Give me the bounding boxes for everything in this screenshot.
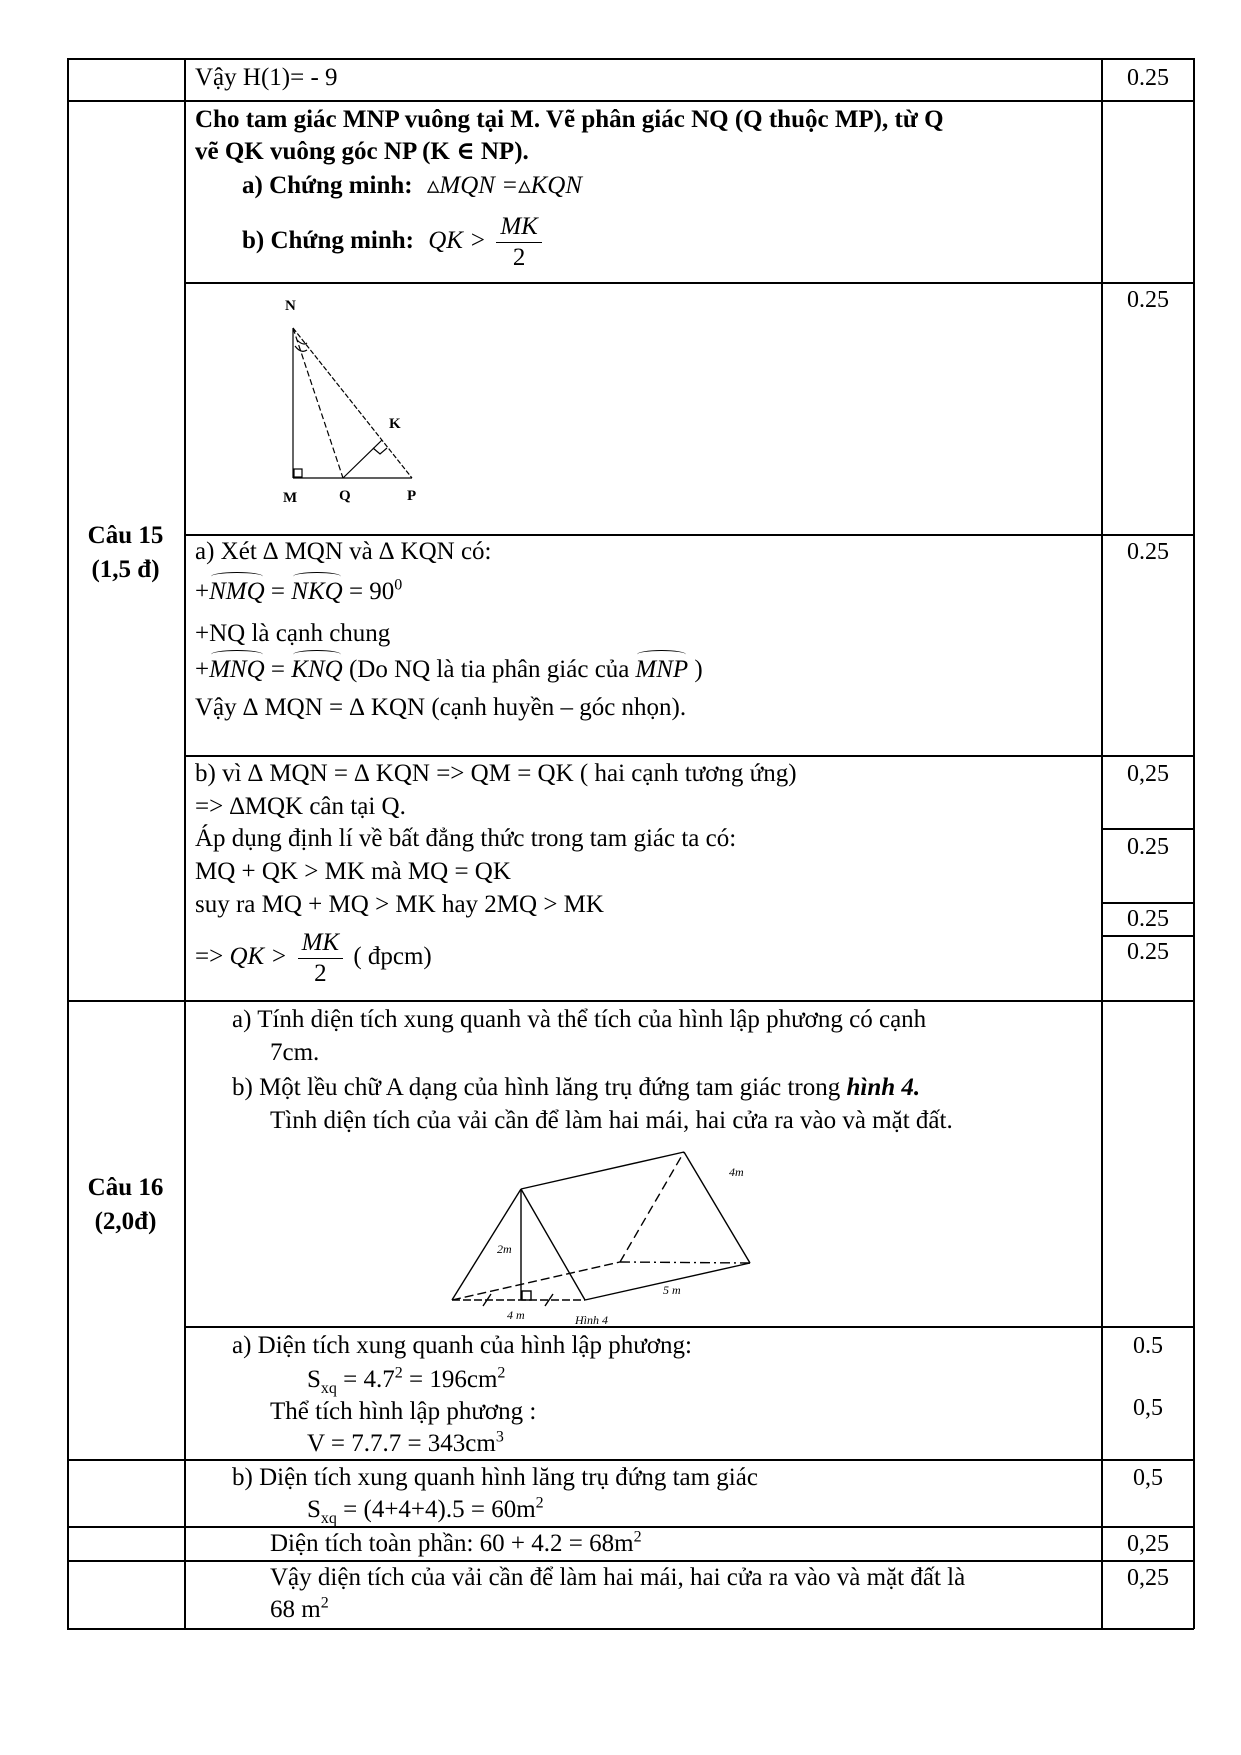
problem-a: 7cm. <box>270 1039 320 1066</box>
question-points: (2,0đ) <box>94 1208 157 1235</box>
plus-sign: + <box>195 578 210 605</box>
degree: 0 <box>394 576 403 594</box>
solution-a-bisector <box>195 654 703 686</box>
rule <box>67 1000 1194 1002</box>
equals: = 90 <box>342 578 395 605</box>
score: 0.25 <box>1127 539 1169 565</box>
score: 0.25 <box>1127 287 1169 313</box>
rule <box>1101 828 1194 830</box>
reason: (Do NQ là tia phân giác của <box>342 656 630 683</box>
formula: Diện tích toàn phần: 60 + 4.2 = 68m <box>270 1530 634 1557</box>
formula: = 196cm <box>402 1366 498 1393</box>
fraction <box>298 928 344 989</box>
volume-formula <box>307 1428 504 1460</box>
denominator: 2 <box>314 960 327 987</box>
length-label: 5 m <box>663 1283 681 1297</box>
problem-statement: vẽ QK vuông góc NP (K ∈ NP). <box>195 138 529 165</box>
base-label: 4 m <box>507 1308 525 1322</box>
solution-a-common-side: +NQ là cạnh chung <box>195 620 391 647</box>
tent-prism-figure <box>447 1146 867 1326</box>
paren: ) <box>688 656 703 683</box>
plus-sign: + <box>195 656 210 683</box>
figure-label-k: K <box>389 416 401 432</box>
score: 0,5 <box>1133 1395 1163 1421</box>
score: 0.25 <box>1127 65 1169 91</box>
formula: = (4+4+4).5 = 60m <box>336 1496 536 1523</box>
solution-a-angle-equality <box>195 576 402 608</box>
math-expression: QK > <box>428 227 487 255</box>
score: 0.25 <box>1127 834 1169 860</box>
prism-lateral-formula <box>307 1494 544 1526</box>
score: 0.25 <box>1127 939 1169 965</box>
superscript: 2 <box>497 1364 506 1382</box>
h1-result: Vậy H(1)= - 9 <box>195 64 338 91</box>
figure-label-q: Q <box>339 488 351 504</box>
figure-label-n: N <box>285 298 296 314</box>
rule <box>67 58 1194 60</box>
superscript: 2 <box>535 1494 544 1512</box>
rule <box>184 1326 1194 1328</box>
question-points: (1,5 đ) <box>91 556 160 583</box>
figure-caption: Hình 4 <box>575 1313 608 1326</box>
problem-b <box>232 1072 920 1104</box>
superscript: 2 <box>320 1594 329 1612</box>
total-area <box>270 1528 642 1560</box>
implies: => <box>195 943 230 971</box>
rule <box>67 58 69 1629</box>
rule <box>1193 58 1195 1629</box>
angle: KNQ <box>291 654 342 686</box>
problem-b: Tình diện tích của vải cần để làm hai mái, hai cửa ra vào và mặt đất. <box>270 1107 953 1134</box>
part-b-prompt <box>242 212 546 273</box>
rule <box>67 1459 1194 1461</box>
angle: NMQ <box>209 576 265 608</box>
numerator: MK <box>298 928 344 959</box>
symbol: S <box>307 1496 321 1523</box>
formula: V = 7.7.7 = 343cm <box>307 1430 496 1457</box>
figure-label-p: P <box>407 488 417 504</box>
final-answer-value <box>270 1594 329 1626</box>
score: 0,5 <box>1133 1465 1163 1491</box>
subscript: xq <box>320 1380 337 1397</box>
score: 0,25 <box>1127 1531 1169 1557</box>
equals: = <box>264 578 292 605</box>
score: 0,25 <box>1127 1565 1169 1591</box>
solution-a-line: a) Diện tích xung quanh của hình lập phương: <box>232 1332 692 1359</box>
rule <box>184 755 1194 757</box>
part-label: b) Chứng minh: <box>242 227 414 255</box>
solution-b-line: => ∆MQK cân tại Q. <box>195 793 406 820</box>
solution-a-intro: a) Xét ∆ MQN và ∆ KQN có: <box>195 538 492 565</box>
solution-b-line: suy ra MQ + MQ > MK hay 2MQ > MK <box>195 891 604 918</box>
rule <box>184 58 186 1629</box>
superscript: 2 <box>633 1528 642 1546</box>
figure-label-m: M <box>283 490 298 506</box>
formula: = 4.7 <box>336 1366 395 1393</box>
angle: MNP <box>635 654 688 686</box>
subscript: xq <box>320 1510 337 1527</box>
solution-b-line: b) Diện tích xung quanh hình lăng trụ đứng tam giác <box>232 1464 758 1491</box>
final-answer: Vậy diện tích của vải cần để làm hai mái, hai cửa ra vào và mặt đất là <box>270 1564 966 1591</box>
score: 0,25 <box>1127 761 1169 787</box>
value: 68 m <box>270 1596 321 1623</box>
solution-b-line: MQ + QK > MK mà MQ = QK <box>195 858 511 885</box>
solution-a-line: Thể tích hình lập phương : <box>270 1398 537 1425</box>
height-label: 2m <box>497 1242 512 1256</box>
triangle-figure <box>247 288 507 528</box>
problem-a: a) Tính diện tích xung quanh và thể tích của hình lập phương có cạnh <box>232 1006 927 1033</box>
figure-reference: hình 4. <box>846 1074 921 1101</box>
angle: MNQ <box>209 654 265 686</box>
superscript: 3 <box>495 1428 504 1446</box>
fraction <box>496 212 542 273</box>
solution-a-conclusion: Vậy ∆ MQN = ∆ KQN (cạnh huyền – góc nhọn). <box>195 694 687 721</box>
part-a-prompt <box>242 170 582 202</box>
rule <box>67 1628 1194 1630</box>
question-label: Câu 16 <box>87 1174 164 1201</box>
numerator: MK <box>496 212 542 243</box>
qed: ( đpcm) <box>347 943 432 971</box>
score: 0.5 <box>1133 1333 1163 1359</box>
symbol: S <box>307 1366 321 1393</box>
lateral-area-formula <box>307 1364 505 1396</box>
solution-b-conclusion <box>195 928 432 989</box>
angle: NKQ <box>291 576 342 608</box>
question-label: Câu 15 <box>87 522 164 549</box>
problem-text: b) Một lều chữ A dạng của hình lăng trụ đứng tam giác trong <box>232 1074 847 1101</box>
score: 0.25 <box>1127 906 1169 932</box>
rule <box>67 100 1194 102</box>
superscript: 2 <box>394 1364 403 1382</box>
math-expression: QK > <box>229 943 288 971</box>
solution-b-line: b) vì ∆ MQN = ∆ KQN => QM = QK ( hai cạnh tương ứng) <box>195 760 797 787</box>
math-expression: ▵MQN =▵KQN <box>426 172 583 199</box>
rule <box>184 282 1194 284</box>
part-label: a) Chứng minh: <box>242 172 413 199</box>
solution-b-line: Áp dụng định lí về bất đẳng thức trong tam giác ta có: <box>195 825 737 852</box>
problem-statement: Cho tam giác MNP vuông tại M. Vẽ phân giác NQ (Q thuộc MP), từ Q <box>195 106 944 133</box>
edge-label: 4m <box>729 1165 744 1179</box>
equals: = <box>264 656 292 683</box>
denominator: 2 <box>512 244 526 271</box>
